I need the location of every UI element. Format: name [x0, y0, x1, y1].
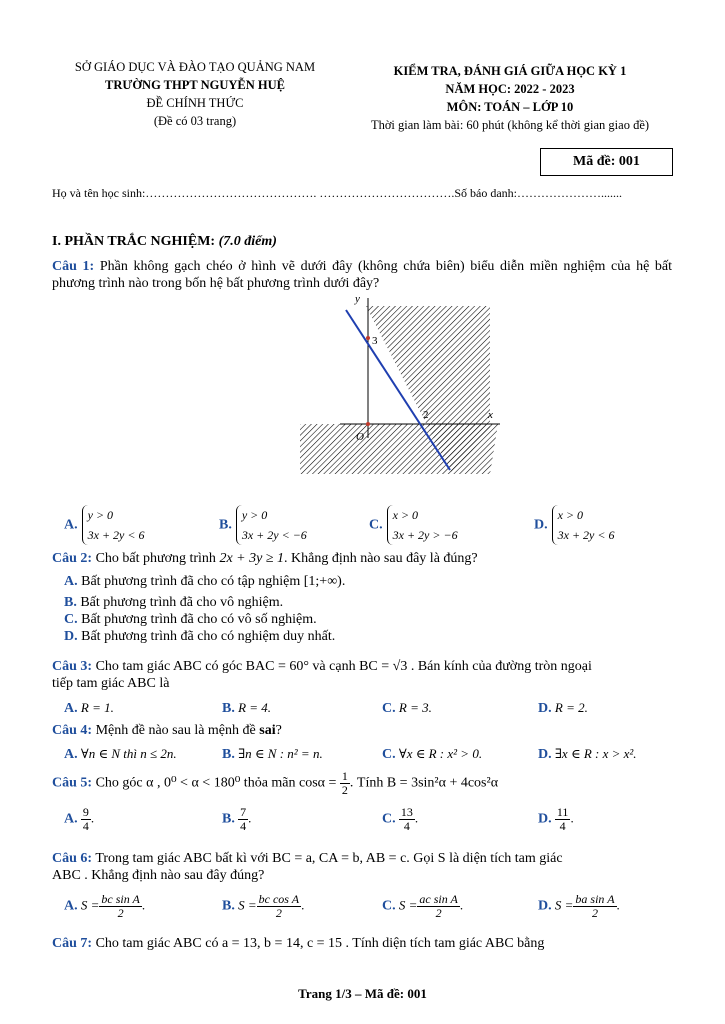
option-text: Bất phương trình đã cho có nghiệm duy nhất.	[81, 629, 336, 644]
y-intercept-point	[366, 336, 370, 340]
option-label: B.	[222, 898, 235, 914]
option-text: Bất phương trình đã cho có vô số nghiệm.	[81, 612, 317, 627]
question-5-text: Cho góc α , 0⁰ < α < 180⁰ thỏa mãn cosα =	[95, 775, 340, 791]
question-5-text-end: . Tính B = 3sin²α + 4cos²α	[349, 775, 499, 791]
question-2-label: Câu 2:	[52, 551, 93, 566]
option-label: D.	[538, 898, 552, 914]
official-label: ĐỀ CHÍNH THỨC	[146, 96, 244, 110]
x-axis-label: x	[488, 409, 493, 421]
fraction	[340, 770, 350, 797]
option-text: Bất phương trình đã cho vô nghiệm.	[80, 595, 284, 610]
inequality-system	[552, 505, 615, 545]
q3-option-d[interactable]	[538, 699, 588, 717]
q5-options	[64, 806, 684, 842]
question-7	[52, 935, 677, 952]
option-label: C.	[369, 517, 383, 533]
numerator: 9	[82, 805, 89, 819]
q5-option-a[interactable]: A. $\frac{9}{4}$ .	[64, 805, 95, 833]
fraction	[417, 893, 459, 920]
option-label: C.	[382, 701, 396, 716]
system-line-1: x > 0	[392, 508, 419, 522]
q4-option-a[interactable]	[64, 745, 177, 763]
question-2-expression: 2x + 3y ≥ 1	[219, 551, 284, 566]
numerator: 7	[240, 805, 247, 819]
option-label: A.	[64, 574, 78, 589]
q6-option-b[interactable]: B. S = $\frac{\text{bc cos A}}{2}$ .	[222, 892, 305, 920]
q6-option-c[interactable]: C. S = $\frac{\text{ac sin A}}{2}$ .	[382, 892, 464, 920]
q3-option-c[interactable]	[382, 699, 432, 717]
fraction	[257, 893, 301, 920]
option-label: C.	[382, 747, 396, 762]
numerator: ba sin A	[575, 892, 615, 906]
q2-option-b[interactable]	[64, 594, 674, 611]
option-text: R = 4.	[238, 700, 272, 715]
question-6	[52, 850, 677, 884]
question-2-text: Cho bất phương trình	[95, 551, 220, 566]
system-line-1: x > 0	[557, 508, 584, 522]
question-4-label: Câu 4:	[52, 723, 93, 738]
section-title-text: I. PHẦN TRẮC NGHIỆM:	[52, 234, 219, 249]
q1-options	[64, 505, 684, 545]
time-limit: Thời gian làm bài: 60 phút (không kể thời gian giao đề)	[370, 118, 650, 132]
option-label: C.	[382, 898, 396, 914]
question-2-text-end: . Khẳng định nào sau đây là đúng?	[284, 551, 478, 566]
option-label: A.	[64, 747, 78, 762]
subject: MÔN: TOÁN – LỚP 10	[446, 100, 574, 114]
q4-option-c[interactable]	[382, 745, 482, 763]
inequality-system	[387, 505, 458, 545]
school-name: TRƯỜNG THPT NGUYỄN HUỆ	[105, 78, 285, 92]
q3-option-b[interactable]	[222, 699, 271, 717]
question-5-label: Câu 5:	[52, 775, 93, 791]
option-label: B.	[222, 811, 235, 827]
option-label: C.	[64, 612, 78, 627]
denominator: 2	[341, 783, 348, 797]
option-label: D.	[538, 747, 552, 762]
q2-option-c[interactable]	[64, 611, 674, 628]
option-label: D.	[538, 811, 552, 827]
system-line-2: 3x + 2y < 6	[557, 528, 615, 542]
option-math: [1;+∞).	[303, 574, 346, 589]
fraction	[573, 893, 616, 920]
option-label: B.	[222, 747, 235, 762]
section-points: (7.0 điểm)	[218, 234, 277, 249]
fraction	[81, 806, 91, 833]
option-label: A.	[64, 898, 78, 914]
fraction	[555, 806, 571, 833]
question-5	[52, 770, 677, 797]
y-tick-label: 3	[372, 335, 378, 347]
numerator: 11	[556, 805, 569, 819]
option-prefix: S =	[398, 897, 418, 913]
school-year: NĂM HỌC: 2022 - 2023	[445, 82, 575, 96]
student-info-line: Họ và tên học sinh:……………………………………. …………………………….Số báo danh:………………….......	[52, 186, 622, 200]
origin-label: O	[356, 431, 364, 443]
option-label: B.	[64, 595, 77, 610]
q5-option-c[interactable]: C. $\frac{13}{4}$ .	[382, 805, 419, 833]
option-label: A.	[64, 517, 78, 533]
question-4-text-end: ?	[275, 723, 282, 738]
question-1-label: Câu 1:	[52, 259, 95, 274]
exam-code-box: Mã đề: 001	[540, 148, 673, 176]
fraction	[238, 806, 248, 833]
question-3-line-2: tiếp tam giác ABC là	[52, 676, 170, 691]
numerator: ac sin A	[419, 892, 458, 906]
option-text: R = 1.	[80, 700, 114, 715]
numerator: bc cos A	[258, 892, 300, 906]
option-prefix: S =	[554, 897, 574, 913]
system-line-2: 3x + 2y < 6	[87, 528, 145, 542]
question-4-emphasis: sai	[259, 723, 276, 738]
numerator: bc sin A	[101, 892, 140, 906]
option-label: A.	[64, 811, 78, 827]
hatched-region-bottom	[300, 424, 498, 474]
q1-option-c[interactable]	[369, 505, 458, 545]
system-line-1: y > 0	[87, 508, 114, 522]
option-label: D.	[534, 517, 548, 533]
origin-point	[366, 422, 370, 426]
school-header	[40, 58, 350, 130]
system-line-2: 3x + 2y < −6	[241, 528, 307, 542]
question-7-text: Cho tam giác ABC có a = 13, b = 14, c = 15 . Tính diện tích tam giác ABC bằng	[95, 936, 545, 951]
option-text: ∃x ∈ R : x > x².	[554, 746, 637, 761]
option-label: A.	[64, 701, 78, 716]
inequality-system	[82, 505, 145, 545]
option-text: R = 2.	[554, 700, 588, 715]
x-tick-label: 2	[423, 409, 429, 421]
department-name: SỞ GIÁO DỤC VÀ ĐÀO TẠO QUẢNG NAM	[74, 60, 316, 74]
q1-option-a[interactable]	[64, 505, 144, 545]
question-4	[52, 722, 672, 739]
q6-option-d[interactable]: D. S = $\frac{\text{ba sin A}}{2}$ .	[538, 892, 620, 920]
denominator: 4	[82, 819, 89, 833]
question-7-label: Câu 7:	[52, 936, 93, 951]
q1-option-d[interactable]	[534, 505, 614, 545]
q4-option-d[interactable]	[538, 745, 637, 763]
q4-options	[64, 745, 684, 763]
question-1	[52, 258, 672, 292]
inequality-system	[236, 505, 307, 545]
option-text: ∀x ∈ R : x² > 0.	[398, 746, 483, 761]
q5-option-b[interactable]: B. $\frac{7}{4}$ .	[222, 805, 252, 833]
option-label: D.	[538, 701, 552, 716]
q2-option-d[interactable]	[64, 628, 674, 645]
denominator: 4	[559, 819, 566, 833]
denominator: 2	[275, 906, 282, 920]
option-label: B.	[222, 701, 235, 716]
section-title	[52, 234, 277, 250]
denominator: 2	[591, 906, 598, 920]
question-6-line-1: Trong tam giác ABC bất kì với BC = a, CA = b, AB = c. Gọi S là diện tích tam giác	[95, 851, 563, 866]
q1-figure	[300, 288, 500, 478]
y-axis-label: y	[355, 293, 360, 305]
question-4-text: Mệnh đề nào sau là mệnh đề	[95, 723, 260, 738]
page-footer: Trang 1/3 – Mã đề: 001	[298, 986, 427, 1001]
option-prefix: S =	[238, 897, 257, 913]
q1-option-b[interactable]	[219, 505, 307, 545]
exam-title: KIỂM TRA, ĐÁNH GIÁ GIỮA HỌC KỲ 1	[393, 64, 627, 78]
option-text: ∀n ∈ N thì n ≤ 2n.	[80, 746, 177, 761]
denominator: 4	[403, 819, 410, 833]
page-count-note: (Đề có 03 trang)	[153, 114, 237, 128]
q3-options	[64, 699, 684, 717]
q3-option-a[interactable]	[64, 699, 114, 717]
fraction	[99, 893, 141, 920]
q6-options	[64, 893, 684, 929]
question-2	[52, 550, 672, 567]
q2-options	[64, 573, 674, 645]
question-6-line-2: ABC . Khẳng định nào sau đây đúng?	[52, 868, 265, 883]
option-label: C.	[382, 811, 396, 827]
system-line-1: y > 0	[241, 508, 268, 522]
q2-option-a[interactable]	[64, 573, 674, 590]
option-text: Bất phương trình đã cho có tập nghiệm	[81, 574, 304, 589]
q6-option-a[interactable]: A. S = $\frac{\text{bc sin A}}{2}$ .	[64, 892, 146, 920]
question-3-label: Câu 3:	[52, 659, 93, 674]
option-prefix: S =	[80, 897, 100, 913]
question-6-label: Câu 6:	[52, 851, 93, 866]
fraction	[399, 806, 415, 833]
denominator: 4	[240, 819, 247, 833]
exam-header	[340, 62, 680, 134]
question-1-text: Phần không gạch chéo ở hình vẽ dưới đây (không chứa biên) biểu diễn miền nghiệm của hệ bất phương trình nào trong bốn hệ bất phương trình dưới đây?	[52, 259, 673, 291]
q5-option-d[interactable]: D. $\frac{11}{4}$ .	[538, 805, 574, 833]
option-label: D.	[64, 629, 78, 644]
option-text: R = 3.	[398, 700, 432, 715]
q4-option-b[interactable]	[222, 745, 323, 763]
question-3	[52, 658, 677, 692]
system-line-2: 3x + 2y > −6	[392, 528, 458, 542]
option-text: ∃n ∈ N : n² = n.	[238, 746, 323, 761]
numerator: 13	[400, 805, 413, 819]
question-3-line-1: Cho tam giác ABC có góc BAC = 60° và cạnh BC = √3 . Bán kính của đường tròn ngoại	[95, 659, 592, 674]
denominator: 2	[117, 906, 124, 920]
numerator: 1	[341, 769, 348, 783]
denominator: 2	[435, 906, 442, 920]
option-label: B.	[219, 517, 232, 533]
